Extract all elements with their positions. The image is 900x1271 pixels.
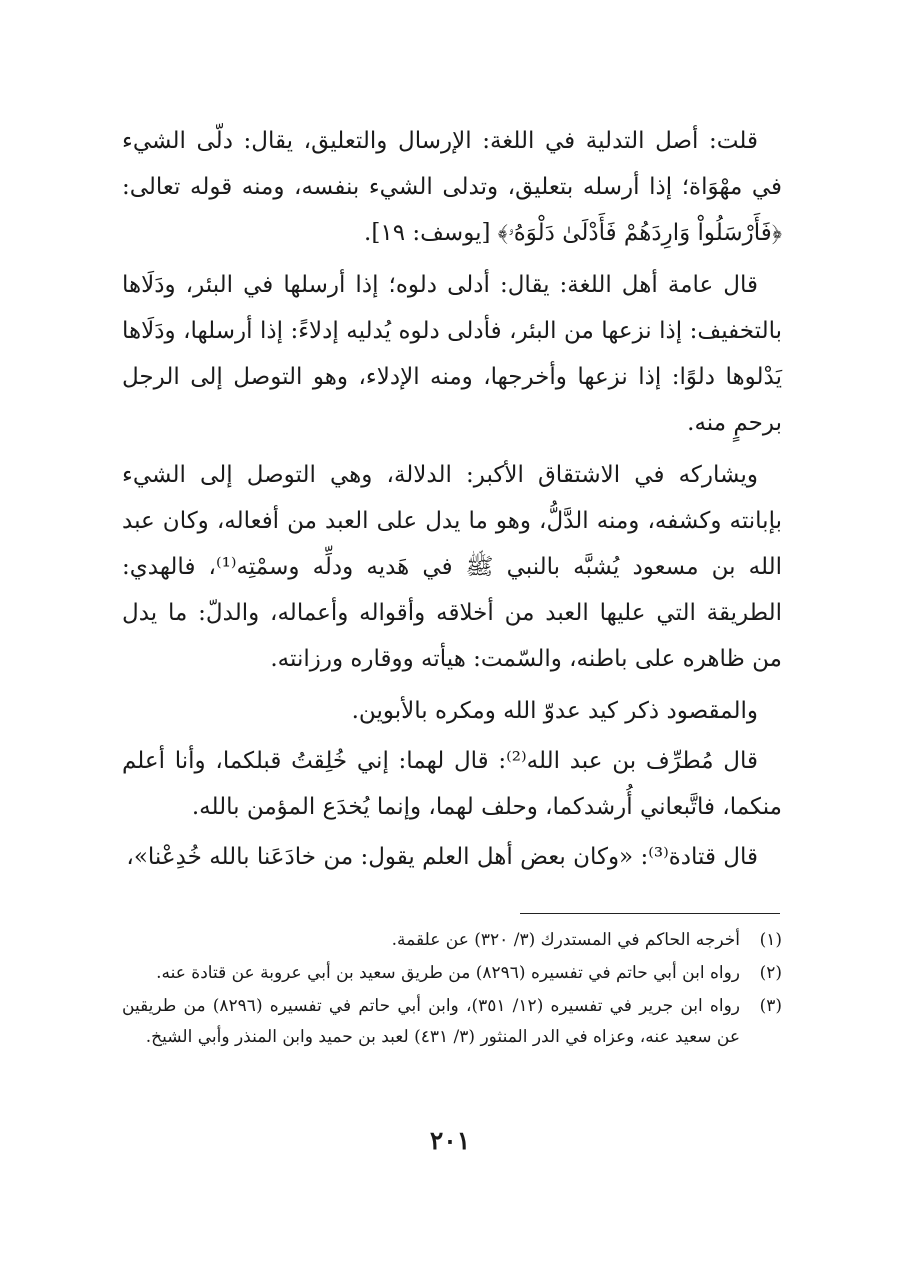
footnote-separator (520, 913, 780, 914)
footnotes (122, 925, 782, 1055)
paragraph-tadliya: قلت: أصل التدلية في اللغة: الإرسال والتعليق، يقال: دلّى الشيء في مهْوَاة؛ إذا أرسله بتعليق، وتدلى الشيء بنفسه، ومنه قوله تعالى: ﴿فَأَرْسَلُواْ وَارِدَهُمْ فَأَدْلَىٰ دَلْوَهُۥ﴾ [يوسف: ١٩]. (122, 128, 782, 246)
footnote-text: رواه ابن جرير في تفسيره (١٢/ ٣٥١)، وابن أبي حاتم في تفسيره (٨٢٩٦) من طريقين عن سعيد عنه، وعزاه في الدر المنثور (٣/ ٤٣١) لعبد بن حميد وابن المنذر وأبي الشيخ. (122, 996, 740, 1047)
footnote-text: رواه ابن أبي حاتم في تفسيره (٨٢٩٦) من طريق سعيد بن أبي عروبة عن قتادة عنه. (156, 963, 740, 983)
footnote-text: أخرجه الحاكم في المستدرك (٣/ ٣٢٠) عن علقمة. (391, 930, 740, 950)
footnote-item (122, 958, 782, 989)
paragraph-mutarrif: قال مُطرِّف بن عبد الله⁽²⁾: قال لهما: إني خُلِقتُ قبلكما، وأنا أعلم منكما، فاتَّبعاني أُرشدكما، وحلف لهما، وإنما يُخدَع المؤمن بالله. (122, 748, 782, 820)
paragraph-maqsud: والمقصود ذكر كيد عدوّ الله ومكره بالأبوين. (351, 698, 758, 724)
footnote-number: (٢) (759, 963, 782, 983)
main-text (122, 118, 782, 886)
paragraph-dalala: ويشاركه في الاشتقاق الأكبر: الدلالة، وهي التوصل إلى الشيء بإبانته وكشفه، ومنه الدَّلُّ، وهو ما يدل على العبد من أفعاله، وكان عبد الله بن مسعود يُشبَّه بالنبي ﷺ في هَديه ودلِّه وسمْتِه⁽¹⁾، فالهدي: الطريقة التي عليها العبد من أخلاقه وأقواله وأعماله، والدلّ: ما يدل من ظاهره على باطنه، والسّمت: هيأته ووقاره ورزانته. (122, 462, 782, 672)
paragraph-lugha: قال عامة أهل اللغة: يقال: أدلى دلوه؛ إذا أرسلها في البئر، ودَلَاها بالتخفيف: إذا نزعها من البئر، فأدلى دلوه يُدليه إدلاءً: إذا أرسلها، ودَلَاها يَدْلوها دلوًا: إذا نزعها وأخرجها، ومنه الإدلاء، وهو التوصل إلى الرجل برحمٍ منه. (122, 272, 782, 436)
footnote-item (122, 991, 782, 1053)
paragraph-qatada: قال قتادة⁽³⁾: «وكان بعض أهل العلم يقول: من خادَعَنا بالله خُدِعْنا»، (126, 844, 758, 870)
footnote-number: (١) (759, 930, 782, 950)
footnote-item (122, 925, 782, 956)
page-number: ٢٠١ (429, 1126, 471, 1155)
footnote-number: (٣) (759, 996, 782, 1016)
